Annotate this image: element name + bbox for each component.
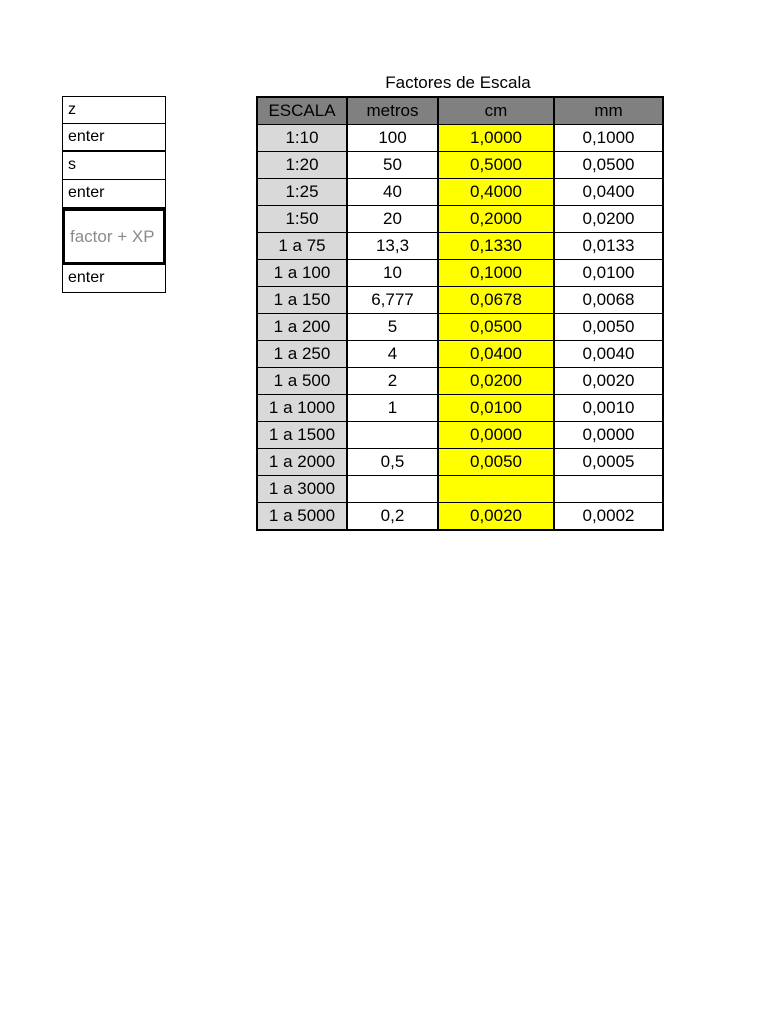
- metros-cell[interactable]: 10: [347, 260, 438, 287]
- metros-cell[interactable]: 6,777: [347, 287, 438, 314]
- escala-cell[interactable]: 1:10: [257, 125, 347, 152]
- escala-cell[interactable]: 1 a 75: [257, 233, 347, 260]
- table-row: [257, 422, 663, 449]
- header-escala[interactable]: ESCALA: [257, 97, 347, 125]
- cm-cell[interactable]: 0,0200: [438, 368, 554, 395]
- escala-cell[interactable]: 1 a 250: [257, 341, 347, 368]
- cm-cell[interactable]: 0,0678: [438, 287, 554, 314]
- metros-cell[interactable]: 2: [347, 368, 438, 395]
- escala-cell[interactable]: 1 a 200: [257, 314, 347, 341]
- escala-cell[interactable]: 1:50: [257, 206, 347, 233]
- cm-cell[interactable]: 0,5000: [438, 152, 554, 179]
- metros-cell[interactable]: 1: [347, 395, 438, 422]
- cm-cell[interactable]: 0,0020: [438, 503, 554, 531]
- mm-cell[interactable]: 0,0040: [554, 341, 663, 368]
- escala-cell[interactable]: 1 a 5000: [257, 503, 347, 531]
- table-row: [257, 341, 663, 368]
- metros-cell[interactable]: 50: [347, 152, 438, 179]
- mm-cell[interactable]: 0,1000: [554, 125, 663, 152]
- cm-cell[interactable]: 0,0000: [438, 422, 554, 449]
- escala-cell[interactable]: 1 a 1000: [257, 395, 347, 422]
- cm-cell[interactable]: 0,1330: [438, 233, 554, 260]
- table-row: [257, 260, 663, 287]
- mm-cell[interactable]: 0,0010: [554, 395, 663, 422]
- header-metros[interactable]: metros: [347, 97, 438, 125]
- table-row: [257, 314, 663, 341]
- command-cell[interactable]: enter: [62, 180, 166, 208]
- table-row: [257, 476, 663, 503]
- metros-cell[interactable]: 20: [347, 206, 438, 233]
- cm-cell[interactable]: 0,1000: [438, 260, 554, 287]
- escala-cell[interactable]: 1 a 150: [257, 287, 347, 314]
- mm-cell[interactable]: 0,0133: [554, 233, 663, 260]
- metros-cell[interactable]: 0,2: [347, 503, 438, 531]
- table-row: [257, 233, 663, 260]
- cm-cell[interactable]: 0,2000: [438, 206, 554, 233]
- escala-cell[interactable]: 1 a 100: [257, 260, 347, 287]
- escala-cell[interactable]: 1 a 3000: [257, 476, 347, 503]
- metros-cell[interactable]: 40: [347, 179, 438, 206]
- mm-cell[interactable]: 0,0050: [554, 314, 663, 341]
- table-title: Factores de Escala: [385, 73, 531, 92]
- metros-cell[interactable]: 5: [347, 314, 438, 341]
- scale-factor-table: [256, 96, 664, 531]
- header-cm[interactable]: cm: [438, 97, 554, 125]
- mm-cell[interactable]: 0,0005: [554, 449, 663, 476]
- command-cell[interactable]: z: [62, 96, 166, 124]
- table-row: [257, 368, 663, 395]
- command-cell[interactable]: s: [62, 152, 166, 180]
- mm-cell[interactable]: [554, 476, 663, 503]
- table-row: [257, 449, 663, 476]
- table-row: [257, 152, 663, 179]
- mm-cell[interactable]: 0,0020: [554, 368, 663, 395]
- escala-cell[interactable]: 1:20: [257, 152, 347, 179]
- table-row: [257, 395, 663, 422]
- cm-cell[interactable]: 0,0400: [438, 341, 554, 368]
- table-header-row: [257, 97, 663, 125]
- escala-cell[interactable]: 1:25: [257, 179, 347, 206]
- mm-cell[interactable]: 0,0068: [554, 287, 663, 314]
- metros-cell[interactable]: [347, 422, 438, 449]
- cm-cell[interactable]: 0,0500: [438, 314, 554, 341]
- command-cell[interactable]: enter: [62, 124, 166, 152]
- metros-cell[interactable]: 4: [347, 341, 438, 368]
- table-row: [257, 179, 663, 206]
- mm-cell[interactable]: 0,0002: [554, 503, 663, 531]
- mm-cell[interactable]: 0,0100: [554, 260, 663, 287]
- metros-cell[interactable]: 100: [347, 125, 438, 152]
- escala-cell[interactable]: 1 a 500: [257, 368, 347, 395]
- header-mm[interactable]: mm: [554, 97, 663, 125]
- table-body: [257, 125, 663, 531]
- mm-cell[interactable]: 0,0400: [554, 179, 663, 206]
- metros-cell[interactable]: [347, 476, 438, 503]
- metros-cell[interactable]: 13,3: [347, 233, 438, 260]
- table-row: [257, 206, 663, 233]
- cm-cell[interactable]: 1,0000: [438, 125, 554, 152]
- mm-cell[interactable]: 0,0200: [554, 206, 663, 233]
- cm-cell[interactable]: [438, 476, 554, 503]
- command-list: [62, 96, 166, 293]
- table-row: [257, 503, 663, 531]
- cm-cell[interactable]: 0,0100: [438, 395, 554, 422]
- cm-cell[interactable]: 0,4000: [438, 179, 554, 206]
- mm-cell[interactable]: 0,0500: [554, 152, 663, 179]
- command-cell-selected[interactable]: factor + XP: [62, 208, 166, 265]
- escala-cell[interactable]: 1 a 1500: [257, 422, 347, 449]
- escala-cell[interactable]: 1 a 2000: [257, 449, 347, 476]
- command-cell[interactable]: enter: [62, 265, 166, 293]
- table-row: [257, 125, 663, 152]
- cm-cell[interactable]: 0,0050: [438, 449, 554, 476]
- table-row: [257, 287, 663, 314]
- mm-cell[interactable]: 0,0000: [554, 422, 663, 449]
- metros-cell[interactable]: 0,5: [347, 449, 438, 476]
